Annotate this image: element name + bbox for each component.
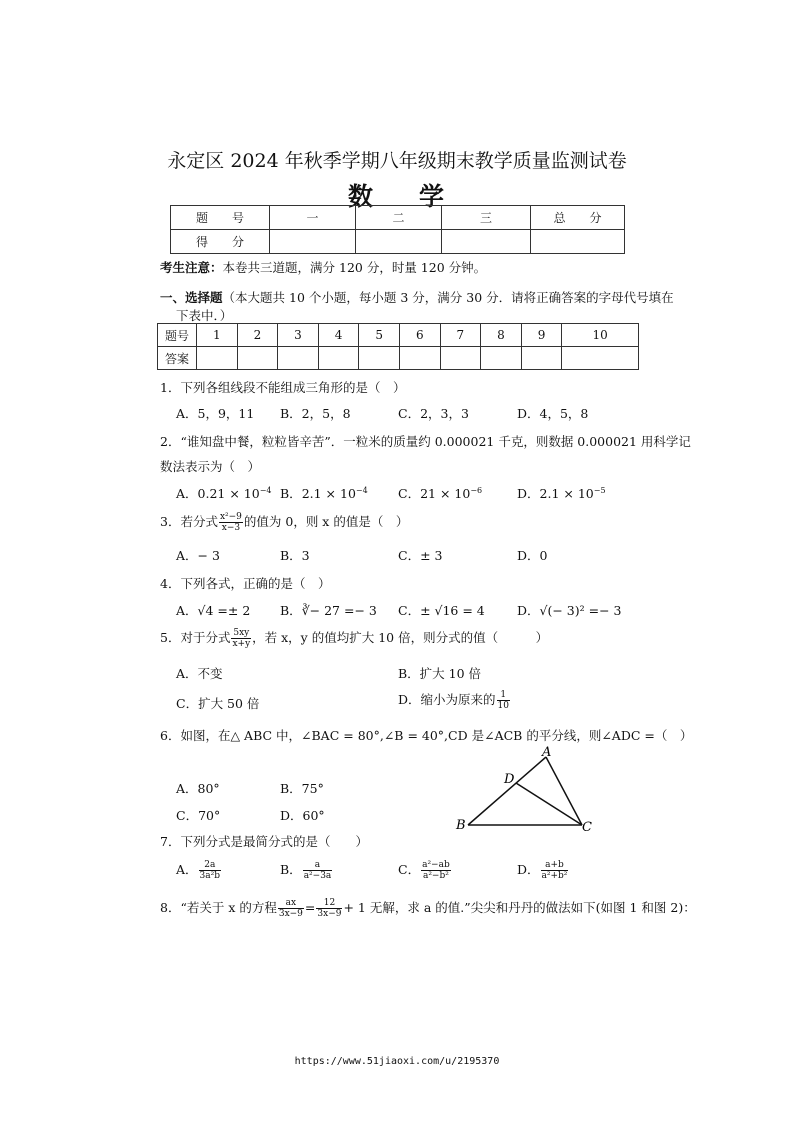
question-number: 10 xyxy=(562,324,639,347)
q2-option-d-letter: D． xyxy=(517,486,540,501)
q2-option-c-base: 21 × 10 xyxy=(420,486,471,501)
question-number: 7 xyxy=(440,324,481,347)
answer-cell[interactable] xyxy=(278,347,319,370)
q8-fraction-right xyxy=(316,898,342,919)
q8-equals: = xyxy=(304,900,316,915)
q3-post: 的值为 0，则 x 的值是（ ） xyxy=(243,514,409,529)
q5-option-d[interactable] xyxy=(398,690,511,711)
q4-stem: 4．下列各式，正确的是（ ） xyxy=(160,576,331,591)
q7-c-den: a²−b² xyxy=(422,871,449,881)
label-a: A xyxy=(542,745,552,760)
q2-option-c-exp: −6 xyxy=(470,485,483,495)
q8-post: + 1 无解，求 a 的值.”尖尖和丹丹的做法如下(如图 1 和图 2)： xyxy=(343,900,696,915)
q7-option-c-letter: C． xyxy=(398,862,421,877)
answer-cell[interactable] xyxy=(521,347,562,370)
subject-char-1: 数 xyxy=(347,182,375,211)
label-d: D xyxy=(504,772,515,787)
q7-a-den: 3a²b xyxy=(199,871,220,881)
q7-stem: 7．下列分式是最简分式的是（ ） xyxy=(160,834,368,849)
q7-option-d[interactable] xyxy=(517,860,569,881)
answer-cell[interactable] xyxy=(562,347,639,370)
q8-stem xyxy=(160,898,696,919)
q3-option-a[interactable]: A．− 3 xyxy=(176,548,220,563)
section1-desc: （本大题共 10 个小题，每小题 3 分，满分 30 分．请将正确答案的字母代号填在 xyxy=(222,290,674,305)
q5-option-d-den: 10 xyxy=(497,701,509,711)
q3-option-d[interactable]: D．0 xyxy=(517,548,548,563)
score-cell[interactable] xyxy=(531,230,625,254)
q2-option-c[interactable] xyxy=(398,484,482,502)
q7-c-num: a²−ab xyxy=(422,860,450,870)
q7-b-den: a²−3a xyxy=(303,871,332,881)
q7-option-b-letter: B． xyxy=(280,862,302,877)
q5-numerator: 5xy xyxy=(233,628,250,638)
q7-option-a-letter: A． xyxy=(176,862,198,877)
question-number: 8 xyxy=(481,324,522,347)
q2-option-d[interactable] xyxy=(517,484,606,502)
q5-stem xyxy=(160,628,548,649)
q8-fraction-left xyxy=(278,898,304,919)
score-cell[interactable] xyxy=(442,230,531,254)
q2-stem-cont: 数法表示为（ ） xyxy=(160,459,261,474)
q2-option-b-letter: B． xyxy=(280,486,302,501)
score-table xyxy=(170,205,625,254)
notice-label: 考生注意： xyxy=(160,260,223,275)
q7-d-num: a+b xyxy=(541,860,569,871)
answer-cell[interactable] xyxy=(481,347,522,370)
side-ab xyxy=(468,757,546,825)
q2-stem: 2．“谁知盘中餐，粒粒皆辛苦”．一粒米的质量约 0.000021 千克，则数据 0.000021 用科学记 xyxy=(160,434,691,449)
q1-option-d[interactable]: D．4，5，8 xyxy=(517,406,589,421)
q6-option-a[interactable]: A．80° xyxy=(176,781,220,796)
q5-option-b[interactable]: B．扩大 10 倍 xyxy=(398,666,482,681)
q4-option-c[interactable]: C．± √16 = 4 xyxy=(398,603,485,618)
question-number: 4 xyxy=(318,324,359,347)
q2-option-b[interactable] xyxy=(280,484,368,502)
question-number: 6 xyxy=(399,324,440,347)
q4-option-d[interactable]: D．√(− 3)² =− 3 xyxy=(517,603,622,618)
q7-option-d-fraction xyxy=(541,860,569,881)
footer-url: https://www.51jiaoxi.com/u/2195370 xyxy=(294,1056,500,1067)
q5-denominator: x+y xyxy=(232,639,251,649)
q3-option-c[interactable]: C．± 3 xyxy=(398,548,443,563)
q7-option-b-fraction xyxy=(303,860,333,881)
q8-pre: 8．“若关于 x 的方程 xyxy=(160,900,277,915)
answer-cell[interactable] xyxy=(359,347,400,370)
label-c: C xyxy=(582,820,592,835)
q2-option-b-exp: −4 xyxy=(355,485,368,495)
q1-stem: 1．下列各组线段不能组成三角形的是（ ） xyxy=(160,380,406,395)
triangle-figure xyxy=(450,745,600,835)
q2-option-d-exp: −5 xyxy=(593,485,606,495)
score-header-cell: 总 分 xyxy=(531,206,625,230)
q7-d-den: a²+b² xyxy=(541,871,568,881)
q3-fraction xyxy=(219,512,243,533)
answer-row-label: 答案 xyxy=(158,347,197,370)
q4-option-a[interactable]: A．√4 =± 2 xyxy=(176,603,251,618)
notice-text: 本卷共三道题，满分 120 分，时量 120 分钟。 xyxy=(222,260,487,275)
q5-option-d-text: D．缩小为原来的 xyxy=(398,692,496,707)
q2-option-a[interactable] xyxy=(176,484,272,502)
q8-right-num: 12 xyxy=(316,898,342,909)
exam-title: 永定区 2024 年秋季学期八年级期末教学质量监测试卷 xyxy=(167,150,627,172)
q4-option-b[interactable]: B．∛− 27 =− 3 xyxy=(280,603,377,618)
q3-option-b[interactable]: B．3 xyxy=(280,548,310,563)
q1-option-b[interactable]: B．2，5，8 xyxy=(280,406,351,421)
question-number: 2 xyxy=(237,324,278,347)
q3-stem xyxy=(160,512,408,533)
segment-cd xyxy=(516,783,582,825)
q5-option-c[interactable]: C．扩大 50 倍 xyxy=(176,696,260,711)
answer-cell[interactable] xyxy=(440,347,481,370)
q7-a-num: 2a xyxy=(199,860,221,871)
q7-option-a-fraction xyxy=(199,860,221,881)
score-cell[interactable] xyxy=(356,230,442,254)
q3-numerator: x²−9 xyxy=(219,512,242,522)
q8-right-den: 3x−9 xyxy=(317,909,342,919)
q2-option-a-letter: A． xyxy=(176,486,198,501)
score-header-cell: 三 xyxy=(442,206,531,230)
answer-cell[interactable] xyxy=(399,347,440,370)
q3-pre: 3．若分式 xyxy=(160,514,218,529)
question-number: 9 xyxy=(521,324,562,347)
question-number: 3 xyxy=(278,324,319,347)
q2-option-a-exp: −4 xyxy=(259,485,272,495)
answer-table xyxy=(157,323,639,370)
section1-desc-cont: 下表中．） xyxy=(176,308,233,323)
q7-option-a[interactable] xyxy=(176,860,222,881)
q1-option-c[interactable]: C．2，3，3 xyxy=(398,406,469,421)
q5-option-a[interactable]: A．不变 xyxy=(176,666,223,681)
section1-heading xyxy=(160,288,674,306)
answer-cell[interactable] xyxy=(318,347,359,370)
q5-option-d-num: 1 xyxy=(497,690,510,701)
q2-option-b-base: 2.1 × 10 xyxy=(301,486,356,501)
q7-b-num: a xyxy=(303,860,333,871)
q5-option-d-fraction xyxy=(497,690,510,711)
score-row-label: 得 分 xyxy=(171,230,270,254)
exam-notice xyxy=(160,258,486,276)
q1-option-a[interactable]: A．5，9，11 xyxy=(176,406,255,421)
q7-option-c[interactable] xyxy=(398,860,452,881)
q6-stem: 6．如图，在△ ABC 中，∠BAC = 80°,∠B = 40°,CD 是∠ACB 的平分线，则∠ADC =（ ） xyxy=(160,728,693,743)
score-header-cell: 二 xyxy=(356,206,442,230)
answer-table-header: 题号 xyxy=(158,324,197,347)
question-number: 5 xyxy=(359,324,400,347)
q6-option-b[interactable]: B．75° xyxy=(280,781,324,796)
q7-option-b[interactable] xyxy=(280,860,333,881)
q5-pre: 5．对于分式 xyxy=(160,630,231,645)
score-header-cell: 一 xyxy=(270,206,356,230)
side-ac xyxy=(546,757,582,825)
q6-option-c[interactable]: C．70° xyxy=(176,808,221,823)
subject-char-2: 学 xyxy=(419,182,447,211)
q2-option-d-base: 2.1 × 10 xyxy=(539,486,594,501)
q5-fraction xyxy=(231,628,251,649)
q2-option-c-letter: C． xyxy=(398,486,421,501)
q6-option-d[interactable]: D．60° xyxy=(280,808,325,823)
question-number: 1 xyxy=(197,324,238,347)
q8-left-den: 3x−9 xyxy=(278,909,303,919)
q8-left-num: ax xyxy=(278,898,304,909)
q7-option-c-fraction xyxy=(421,860,451,881)
q5-post: ，若 x，y 的值均扩大 10 倍，则分式的值（ ） xyxy=(252,630,549,645)
answer-cell[interactable] xyxy=(237,347,278,370)
q7-option-d-letter: D． xyxy=(517,862,540,877)
section1-label: 一、选择题 xyxy=(160,290,223,305)
score-cell[interactable] xyxy=(270,230,356,254)
score-header-cell: 题 号 xyxy=(171,206,270,230)
q3-denominator: x−3 xyxy=(221,523,241,533)
label-b: B xyxy=(456,818,466,833)
q2-option-a-base: 0.21 × 10 xyxy=(197,486,260,501)
answer-cell[interactable] xyxy=(197,347,238,370)
